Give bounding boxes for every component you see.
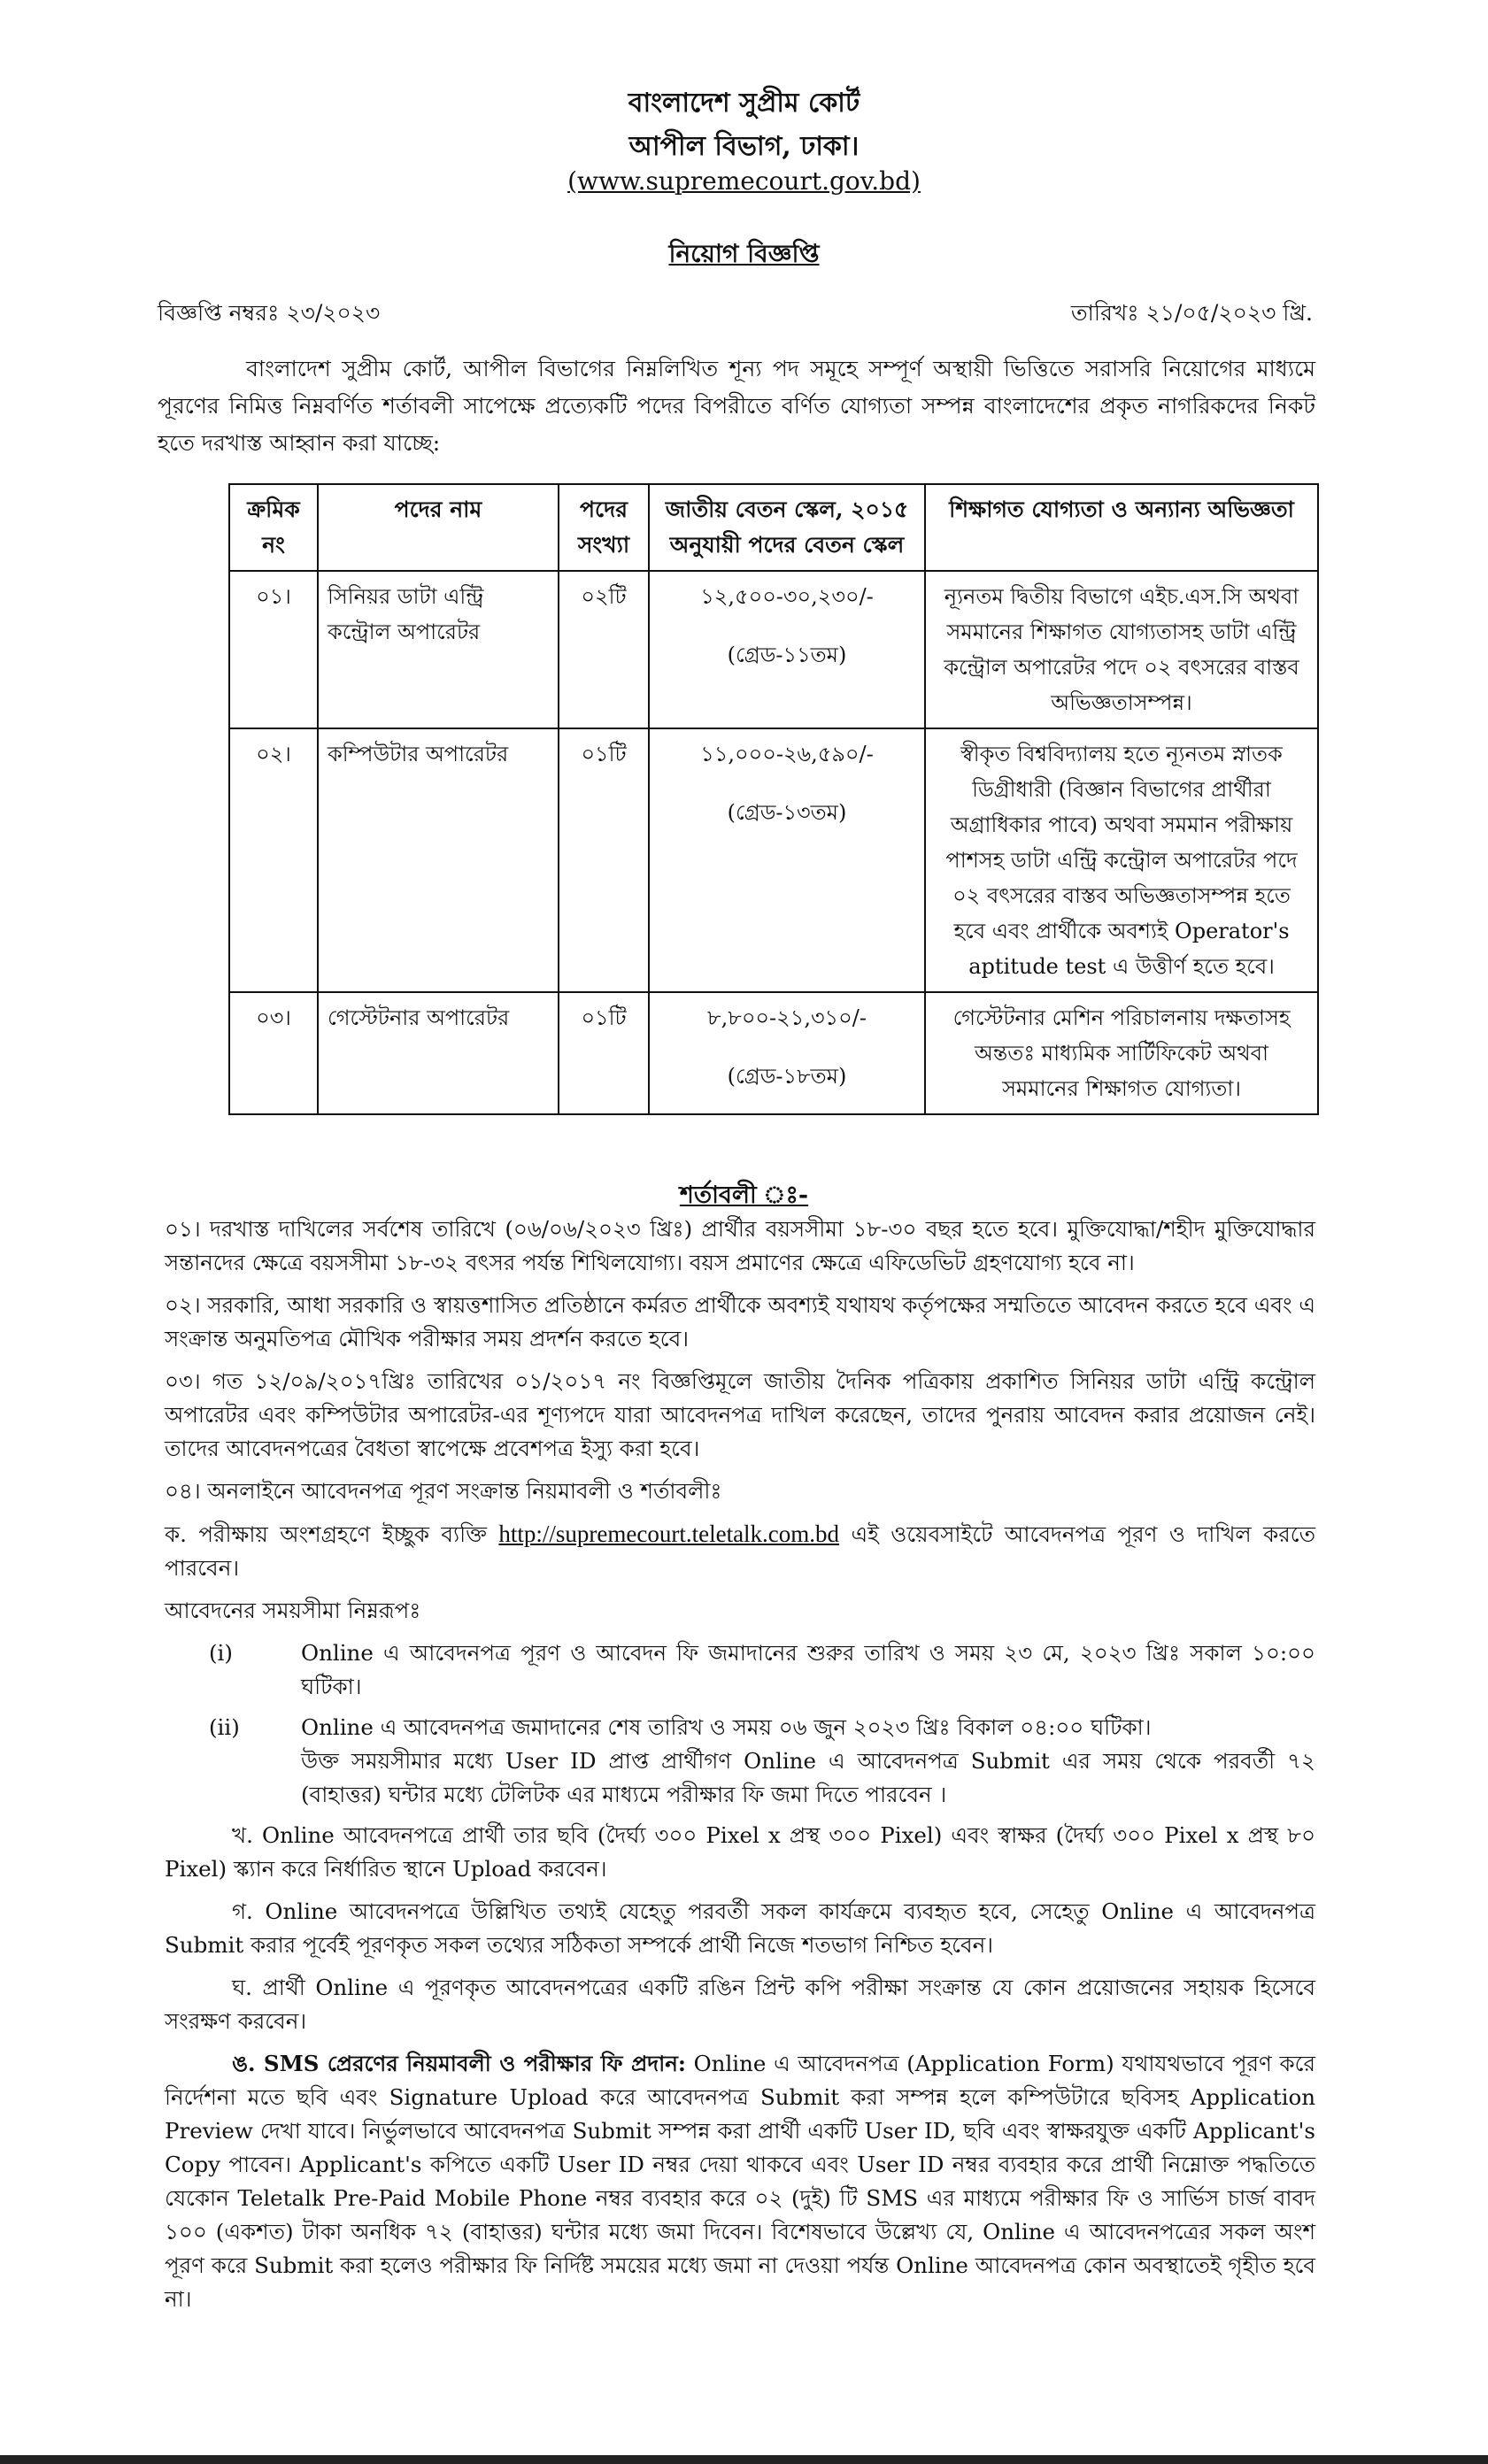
row-post: সিনিয়র ডাটা এন্ট্রি কন্ট্রোল অপারেটর (318, 571, 559, 728)
row-sl: ০২। (229, 728, 318, 992)
condition-4a: ক. পরীক্ষায় অংশগ্রহণে ইচ্ছুক ব্যক্তি http://supremecourt.teletalk.com.bd এই ওয়েবসাইটে আবেদনপত্র পূরণ ও দাখিল করতে পারবেন। (165, 1521, 1315, 1581)
notice-title: নিয়োগ বিজ্ঞপ্তি (668, 239, 820, 268)
condition-gha: ঘ. প্রার্থী Online এ পূরণকৃত আবেদনপত্রের একটি রঙিন প্রিন্ট কপি পরীক্ষা সংক্রান্ত যে কোন প্রয়োজনের সহায়ক হিসেবে সংরক্ষণ করবেন। (165, 1975, 1315, 2034)
row-count: ০২টি (559, 571, 649, 728)
header-count: পদের সংখ্যা (559, 484, 649, 571)
header-pay: জাতীয় বেতন স্কেল, ২০১৫ অনুযায়ী পদের বেতন স্কেল (649, 484, 925, 571)
condition-2: ০২। সরকারি, আধা সরকারি ও স্বায়ত্তশাসিত প্রতিষ্ঠানে কর্মরত প্রার্থীকে অবশ্যই যথাযথ কর্তৃপক্ষের সম্মতিতে আবেদন করতে হবে এবং এ সংক্রান্ত অনুমতিপত্র মৌখিক পরীক্ষার সময় প্রদর্শন করতে হবে। (165, 1292, 1315, 1351)
period-text: Online এ আবেদনপত্র জমাদানের শেষ তারিখ ও সময় ০৬ জুন ২০২৩ খ্রিঃ বিকাল ০৪:০০ ঘটিকা। উক্ত সময়সীমার মধ্যে User ID প্রাপ্ত প্রার্থীগণ Online এ আবেদনপত্র Submit এর সময় থেকে পরবর্তী ৭২ (বাহাত্তর) ঘন্টার মধ্যে টেলিটক এর মাধ্যমে পরীক্ষার ফি জমা দিতে পারবেন । (301, 1714, 1315, 1807)
teletalk-link[interactable]: http://supremecourt.teletalk.com.bd (498, 1521, 840, 1547)
row-count: ০১টি (559, 992, 649, 1114)
row-post: গেস্টেটনার অপারেটর (318, 992, 559, 1114)
application-period: আবেদনের সময়সীমা নিম্নরূপঃ (165, 1598, 421, 1623)
row-qual: স্বীকৃত বিশ্ববিদ্যালয় হতে ন্যূনতম স্নাতক ডিগ্রীধারী (বিজ্ঞান বিভাগের প্রার্থীরা অগ্রাধিকার পাবে) অথবা সমমান পরীক্ষায় পাশসহ ডাটা এন্ট্রি কন্ট্রোল অপারেটর পদে ০২ বৎসরের বাস্তব অভিজ্ঞতাসম্পন্ন হতে হবে এবং প্রার্থীকে অবশ্যই Operator's aptitude test এ উত্তীর্ণ হতে হবে। (925, 728, 1318, 992)
conditions-list (165, 1213, 1315, 2325)
intro-paragraph: বাংলাদেশ সুপ্রীম কোর্ট, আপীল বিভাগের নিম্নলিখিত শূন্য পদ সমূহে সম্পূর্ণ অস্থায়ী ভিত্তিতে সরাসরি নিয়োগের মাধ্যমে পূরণের নিমিত্ত নিম্নবর্ণিত শর্তাবলী সাপেক্ষে প্রত্যেকটি পদের বিপরীতে বর্ণিত যোগ্যতা সম্পন্ন বাংলাদেশের প্রকৃত নাগরিকদের নিকট হতে দরখাস্ত আহ্বান করা যাচ্ছে: (158, 356, 1315, 456)
condition-kha: খ. Online আবেদনপত্রে প্রার্থী তার ছবি (দৈর্ঘ্য ৩০০ Pixel x প্রস্থ ৩০০ Pixel) এবং স্বাক্ষর (দৈর্ঘ্য ৩০০ Pixel x প্রস্থ ৮০ Pixel) স্ক্যান করে নির্ধারিত স্থানে Upload করবেন। (165, 1822, 1315, 1882)
condition-ga: গ. Online আবেদনপত্রে উল্লিখিত তথ্যই যেহেতু পরবর্তী সকল কার্যক্রমে ব্যবহৃত হবে, সেহেতু Online এ আবেদনপত্র Submit করার পূর্বেই পূরণকৃত সকল তথ্যের সঠিকতা সম্পর্কে প্রার্থী নিজে শতভাগ নিশ্চিত হবেন। (165, 1898, 1315, 1958)
conditions-title: শর্তাবলী ঃ- (679, 1182, 809, 1209)
table-row (229, 571, 1318, 728)
header-sl: ক্রমিক নং (229, 484, 318, 571)
condition-4: ০৪। অনলাইনে আবেদনপত্র পূরণ সংক্রান্ত নিয়মাবলী ও শর্তাবলীঃ (165, 1478, 722, 1504)
period-item (165, 1711, 1315, 1812)
memo-date: তারিখঃ ২১/০৫/২০২৩ খ্রি. (1070, 300, 1313, 326)
row-qual: ন্যূনতম দ্বিতীয় বিভাগে এইচ.এস.সি অথবা সমমানের শিক্ষাগত যোগ্যতাসহ ডাটা এন্ট্রি কন্ট্রোল অপারেটর পদে ০২ বৎসরের বাস্তব অভিজ্ঞতাসম্পন্ন। (925, 571, 1318, 728)
table-row (229, 992, 1318, 1114)
period-text: Online এ আবেদনপত্র পূরণ ও আবেদন ফি জমাদানের শুরুর তারিখ ও সময় ২৩ মে, ২০২৩ খ্রিঃ সকাল ১০:০০ ঘটিকা। (301, 1640, 1315, 1699)
row-pay: ১১,০০০-২৬,৫৯০/- (গ্রেড-১৩তম) (649, 728, 925, 992)
table-row (229, 728, 1318, 992)
posts-table (228, 483, 1319, 1115)
memo-number: বিজ্ঞপ্তি নম্বরঃ ২৩/২০২৩ (158, 300, 381, 326)
row-qual: গেস্টেটনার মেশিন পরিচালনায় দক্ষতাসহ অন্ততঃ মাধ্যমিক সার্টিফিকেট অথবা সমমানের শিক্ষাগত যোগ্যতা। (925, 992, 1318, 1114)
period-number: (ii) (209, 1714, 240, 1740)
period-item (165, 1636, 1315, 1704)
row-pay: ৮,৮০০-২১,৩১০/- (গ্রেড-১৮তম) (649, 992, 925, 1114)
scan-edge (0, 2455, 1488, 2464)
row-grade: (গ্রেড-১৩তম) (727, 800, 847, 825)
row-sl: ০৩। (229, 992, 318, 1114)
row-grade: (গ্রেড-১১তম) (727, 643, 847, 667)
row-post: কম্পিউটার অপারেটর (318, 728, 559, 992)
row-grade: (গ্রেড-১৮তম) (727, 1064, 847, 1089)
condition-3: ০৩। গত ১২/০৯/২০১৭খ্রিঃ তারিখের ০১/২০১৭ নং বিজ্ঞপ্তিমূলে জাতীয় দৈনিক পত্রিকায় প্রকাশিত সিনিয়র ডাটা এন্ট্রি কন্ট্রোল অপারেটর এবং কম্পিউটার অপারেটর-এর শূণ্যপদে যারা আবেদনপত্র দাখিল করেছেন, তাদের পুনরায় আবেদন করার প্রয়োজন নেই। তাদের আবেদনপত্রের বৈধতা স্বাপেক্ষে প্রবেশপত্র ইস্যু করা হবে। (165, 1368, 1315, 1461)
row-count: ০১টি (559, 728, 649, 992)
header-qual: শিক্ষাগত যোগ্যতা ও অন্যান্য অভিজ্ঞতা (925, 484, 1318, 571)
condition-1: ০১। দরখাস্ত দাখিলের সর্বশেষ তারিখে (০৬/০৬/২০২৩ খ্রিঃ) প্রার্থীর বয়সসীমা ১৮-৩০ বছর হতে হবে। মুক্তিযোদ্ধা/শহীদ মুক্তিযোদ্ধার সন্তানদের ক্ষেত্রে বয়সসীমা ১৮-৩২ বৎসর পর্যন্ত শিথিলযোগ্য। বয়স প্রমাণের ক্ষেত্রে এফিডেভিট গ্রহণযোগ্য হবে না। (165, 1216, 1315, 1275)
row-sl: ০১। (229, 571, 318, 728)
court-name: বাংলাদেশ সুপ্রীম কোর্ট (628, 88, 860, 119)
division-name: আপীল বিভাগ, ঢাকা। (628, 131, 860, 162)
website-link[interactable]: (www.supremecourt.gov.bd) (567, 166, 921, 196)
row-pay: ১২,৫০০-৩০,২৩০/- (গ্রেড-১১তম) (649, 571, 925, 728)
header-post: পদের নাম (318, 484, 559, 571)
website (0, 166, 1488, 196)
table-header-row (229, 484, 1318, 571)
period-number: (i) (209, 1640, 233, 1666)
condition-umo: ঙ. SMS প্রেরণের নিয়মাবলী ও পরীক্ষার ফি প্রদান: Online এ আবেদনপত্র (Application Form) যথাযথভাবে পূরণ করে নির্দেশনা মতে ছবি এবং Signature Upload করে আবেদনপত্র Submit করা সম্পন্ন হলে কম্পিউটারে ছবিসহ Application Preview দেখা যাবে। নির্ভুলভাবে আবেদনপত্র Submit সম্পন্ন করা প্রার্থী একটি User ID, ছবি এবং স্বাক্ষরযুক্ত একটি Applicant's Copy পাবেন। Applicant's কপিতে একটি User ID নম্বর দেয়া থাকবে এবং User ID নম্বর ব্যবহার করে প্রার্থী নিম্নোক্ত পদ্ধতিতে যেকোন Teletalk Pre-Paid Mobile Phone নম্বর ব্যবহার করে ০২ (দুই) টি SMS এর মাধ্যমে পরীক্ষার ফি ও সার্ভিস চার্জ বাবদ ১০০ (একশত) টাকা অনধিক ৭২ (বাহাত্তর) ঘন্টার মধ্যে জমা দিবেন। বিশেষভাবে উল্লেখ্য যে, Online এ আবেদনপত্রের সকল অংশ পূরণ করে Submit করা হলেও পরীক্ষার ফি নির্দিষ্ট সময়ের মধ্যে জমা না দেওয়া পর্যন্ত Online আবেদনপত্র কোন অবস্থাতেই গৃহীত হবে না। (165, 2051, 1315, 2312)
